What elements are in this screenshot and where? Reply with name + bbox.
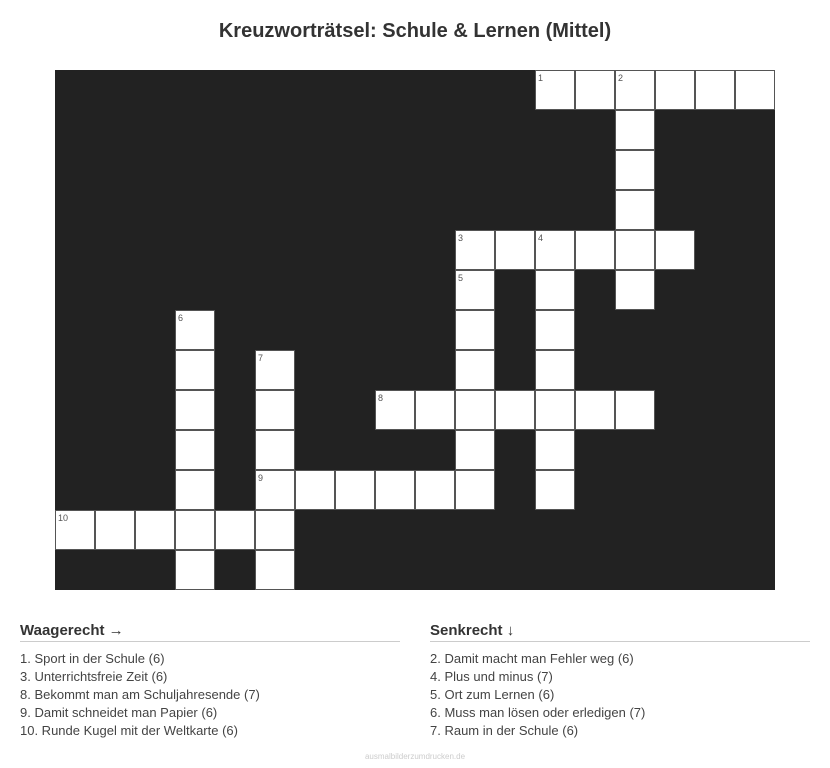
clue-across: 3. Unterrichtsfreie Zeit (6) — [20, 669, 168, 684]
clue-number: 6 — [178, 313, 184, 323]
crossword-cell[interactable] — [575, 230, 615, 270]
across-clues-section — [20, 622, 400, 740]
crossword-cell[interactable] — [535, 70, 575, 110]
crossword-cell[interactable] — [455, 230, 495, 270]
clue-number: 5 — [458, 273, 464, 283]
crossword-cell[interactable] — [535, 230, 575, 270]
crossword-cell[interactable] — [575, 70, 615, 110]
crossword-cell[interactable] — [375, 470, 415, 510]
crossword-cell[interactable] — [455, 310, 495, 350]
crossword-cell[interactable] — [175, 390, 215, 430]
crossword-cell[interactable] — [615, 390, 655, 430]
crossword-cell[interactable] — [695, 70, 735, 110]
crossword-cell[interactable] — [615, 70, 655, 110]
clue-number: 2 — [618, 73, 624, 83]
across-heading: Waagerecht → — [20, 622, 400, 642]
crossword-cell[interactable] — [415, 390, 455, 430]
crossword-cell[interactable] — [175, 470, 215, 510]
crossword-cell[interactable] — [375, 390, 415, 430]
crossword-cell[interactable] — [55, 510, 95, 550]
crossword-cell[interactable] — [535, 390, 575, 430]
crossword-cell[interactable] — [295, 470, 335, 510]
clue-number: 4 — [538, 233, 544, 243]
crossword-cell[interactable] — [335, 470, 375, 510]
crossword-cell[interactable] — [615, 110, 655, 150]
clue-across: 9. Damit schneidet man Papier (6) — [20, 705, 218, 720]
crossword-cell[interactable] — [175, 310, 215, 350]
crossword-cell[interactable] — [615, 270, 655, 310]
crossword-cell[interactable] — [655, 230, 695, 270]
crossword-cell[interactable] — [455, 270, 495, 310]
clue-number: 3 — [458, 233, 464, 243]
clue-number: 1 — [538, 73, 544, 83]
clue-down: 6. Muss man lösen oder erledigen (7) — [430, 705, 646, 720]
crossword-cell[interactable] — [535, 270, 575, 310]
crossword-cell[interactable] — [535, 310, 575, 350]
clue-down: 2. Damit macht man Fehler weg (6) — [430, 651, 634, 666]
crossword-cell[interactable] — [175, 550, 215, 590]
crossword-cell[interactable] — [255, 350, 295, 390]
crossword-cell[interactable] — [495, 390, 535, 430]
crossword-cell[interactable] — [615, 150, 655, 190]
crossword-cell[interactable] — [135, 510, 175, 550]
crossword-grid — [55, 70, 775, 590]
crossword-cell[interactable] — [175, 430, 215, 470]
across-clue-list — [20, 650, 400, 740]
crossword-cell[interactable] — [95, 510, 135, 550]
clue-number: 8 — [378, 393, 384, 403]
clue-across: 8. Bekommt man am Schuljahresende (7) — [20, 687, 260, 702]
crossword-cell[interactable] — [535, 430, 575, 470]
crossword-cell[interactable] — [455, 430, 495, 470]
crossword-cell[interactable] — [455, 350, 495, 390]
crossword-cell[interactable] — [535, 470, 575, 510]
crossword-cell[interactable] — [175, 350, 215, 390]
crossword-cell[interactable] — [575, 390, 615, 430]
down-clues-section — [430, 622, 810, 740]
clue-down: 4. Plus und minus (7) — [430, 669, 553, 684]
crossword-cell[interactable] — [215, 510, 255, 550]
clue-number: 9 — [258, 473, 264, 483]
clue-number: 7 — [258, 353, 264, 363]
crossword-cell[interactable] — [415, 470, 455, 510]
crossword-cell[interactable] — [175, 510, 215, 550]
crossword-cell[interactable] — [255, 390, 295, 430]
crossword-cell[interactable] — [255, 430, 295, 470]
crossword-cell[interactable] — [535, 350, 575, 390]
crossword-cell[interactable] — [255, 470, 295, 510]
crossword-cell[interactable] — [455, 470, 495, 510]
clue-across: 10. Runde Kugel mit der Weltkarte (6) — [20, 723, 238, 738]
down-heading: Senkrecht ↓ — [430, 622, 810, 642]
down-clue-list — [430, 650, 810, 740]
crossword-cell[interactable] — [495, 230, 535, 270]
crossword-cell[interactable] — [735, 70, 775, 110]
crossword-cell[interactable] — [655, 70, 695, 110]
crossword-cell[interactable] — [615, 230, 655, 270]
page-title: Kreuzworträtsel: Schule & Lernen (Mittel) — [218, 20, 612, 42]
crossword-cell[interactable] — [255, 510, 295, 550]
crossword-cell[interactable] — [615, 190, 655, 230]
crossword-cell[interactable] — [255, 550, 295, 590]
clue-across: 1. Sport in der Schule (6) — [20, 651, 165, 666]
footer-credit: ausmalbilderzumdrucken.de — [364, 752, 466, 761]
clue-number: 10 — [58, 513, 69, 523]
clue-down: 5. Ort zum Lernen (6) — [430, 687, 555, 702]
crossword-cell[interactable] — [455, 390, 495, 430]
clue-down: 7. Raum in der Schule (6) — [430, 723, 579, 738]
